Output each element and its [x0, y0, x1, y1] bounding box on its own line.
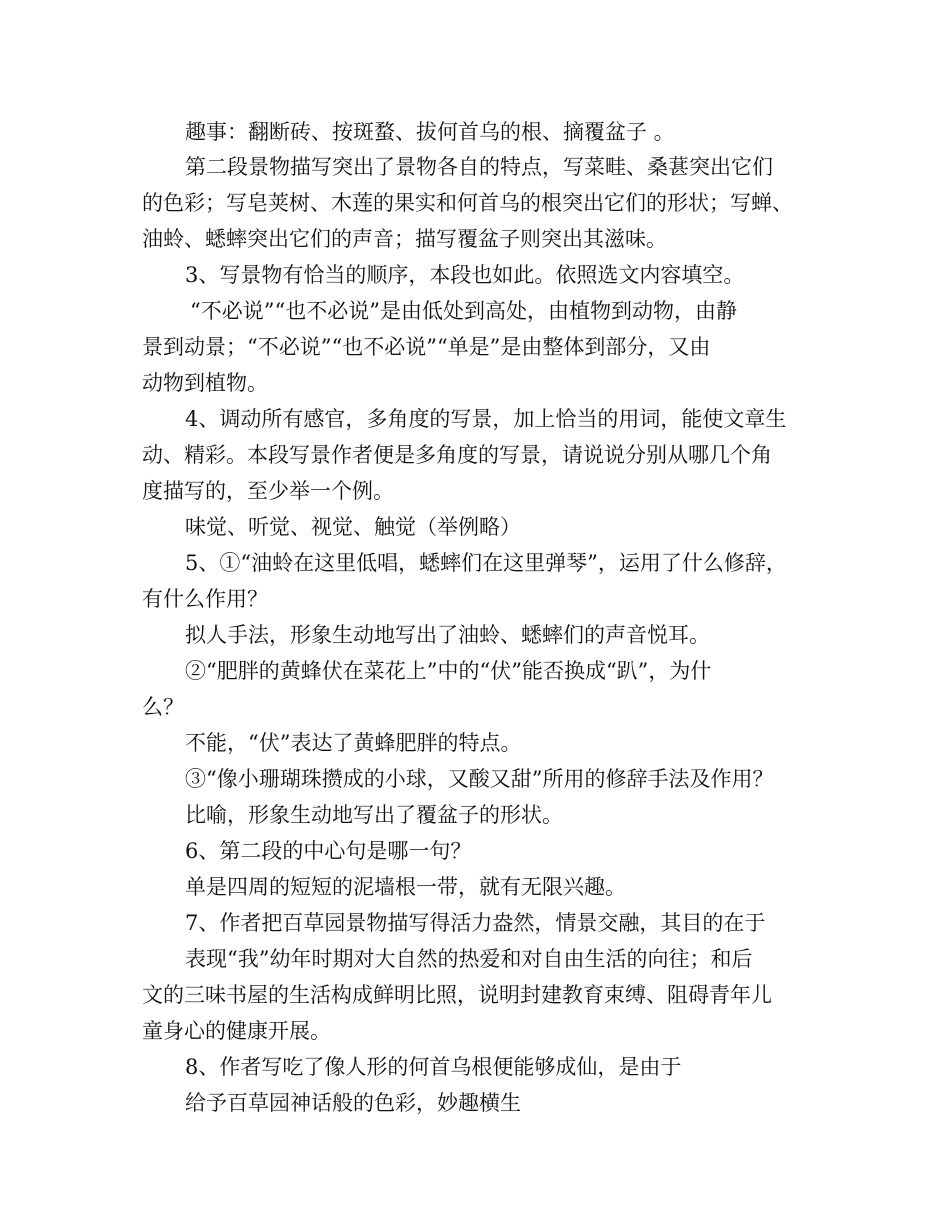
text-line: 不能，“伏”表达了黄蜂肥胖的特点。 [185, 731, 522, 755]
text-line: 4、调动所有感官，多角度的写景，加上恰当的用词，能使文章生 [185, 407, 787, 431]
text-line: 5、①“油蛉在这里低唱，蟋蟀们在这里弹琴”，运用了什么修辞， [185, 551, 787, 575]
text-line: 第二段景物描写突出了景物各自的特点，写菜畦、桑葚突出它们 [185, 155, 773, 179]
text-line: 度描写的，至少举一个例。 [142, 479, 394, 503]
text-line: 3、写景物有恰当的顺序，本段也如此。依照选文内容填空。 [185, 263, 745, 287]
text-line: 比喻，形象生动地写出了覆盆子的形状。 [185, 803, 563, 827]
text-line: 味觉、听觉、视觉、触觉（举例略） [185, 515, 521, 539]
text-line: 童身心的健康开展。 [142, 1019, 331, 1043]
text-line: 单是四周的短短的泥墙根一带，就有无限兴趣。 [185, 875, 626, 899]
text-line: ②“肥胖的黄蜂伏在菜花上”中的“伏”能否换成“趴”，为什 [185, 659, 712, 683]
text-line: 6、第二段的中心句是哪一句？ [185, 839, 472, 863]
text-line: 表现“我”幼年时期对大自然的热爱和对自由生活的向往；和后 [185, 947, 753, 971]
text-line: 动、精彩。本段写景作者便是多角度的写景，请说说分别从哪几个角 [142, 443, 772, 467]
text-line: 给予百草园神话般的色彩，妙趣横生 [185, 1091, 521, 1115]
text-line: 有什么作用？ [142, 587, 268, 611]
text-line: 7、作者把百草园景物描写得活力盎然，情景交融，其目的在于 [185, 911, 766, 935]
text-line: 的色彩；写皂荚树、木莲的果实和何首乌的根突出它们的形状；写蝉、 [142, 191, 793, 215]
text-line: 8、作者写吃了像人形的何首乌根便能够成仙，是由于 [185, 1055, 682, 1079]
text-line: 么？ [142, 695, 184, 719]
text-line: ③“像小珊瑚珠攒成的小球，又酸又甜”所用的修辞手法及作用？ [185, 767, 774, 791]
text-line: 拟人手法，形象生动地写出了油蛉、蟋蟀们的声音悦耳。 [185, 623, 710, 647]
text-line: 油蛉、蟋蟀突出它们的声音；描写覆盆子则突出其滋味。 [142, 227, 667, 251]
text-line: “不必说”“也不必说”是由低处到高处，由植物到动物，由静 [190, 299, 737, 323]
text-line: 动物到植物。 [142, 371, 268, 395]
text-line: 文的三味书屋的生活构成鲜明比照，说明封建教育束缚、阻碍青年儿 [142, 983, 772, 1007]
text-line: 趣事：翻断砖、按斑蝥、拔何首乌的根、摘覆盆子 。 [185, 120, 675, 144]
text-line: 景到动景；“不必说”“也不必说”“单是”是由整体到部分，又由 [142, 335, 711, 359]
